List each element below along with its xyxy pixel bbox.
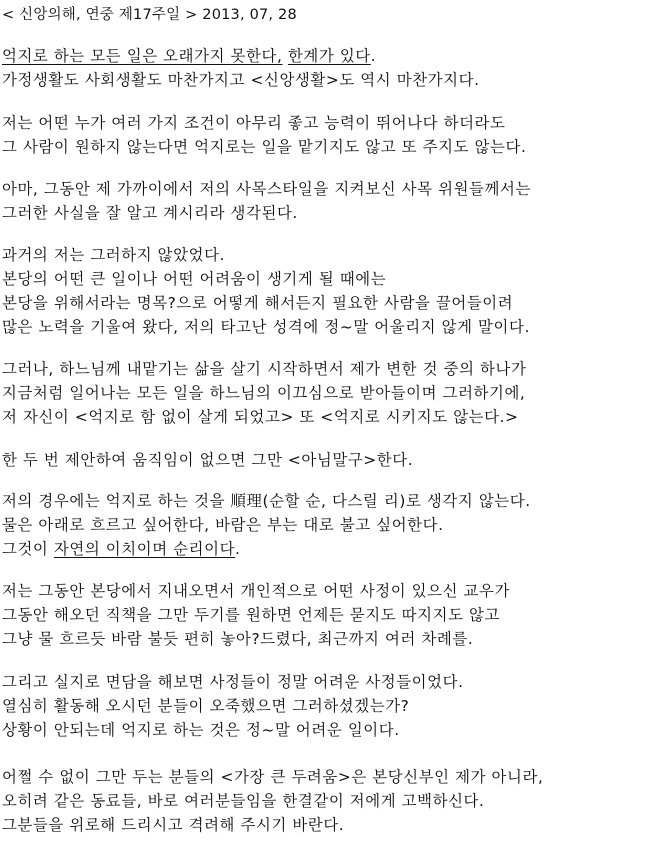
paragraph-2 <box>2 111 526 159</box>
paragraph-line: 저의 경우에는 억지로 하는 것을 順理(순할 순, 다스릴 리)로 생각지 않는다. <box>2 492 531 510</box>
paragraph-line: 가정생활도 사회생활도 마찬가지고 <신앙생활>도 역시 마찬가지다. <box>2 71 480 89</box>
paragraph-line: 그분들을 위로해 드리시고 격려해 주시기 바란다. <box>2 816 345 834</box>
underlined-text: 한계가 있다 <box>287 47 371 65</box>
paragraph-line: 그동안 해오던 직책을 그만 두기를 원하면 언제든 묻지도 따지지도 않고 <box>2 606 500 624</box>
text-segment: 그것이 <box>2 540 54 558</box>
paragraph-4 <box>2 243 530 339</box>
paragraph-line: 지금처럼 일어나는 모든 일을 하느님의 이끄심으로 받아들이며 그러하기에, <box>2 384 526 402</box>
paragraph-line: 많은 노력을 기울여 왔다, 저의 타고난 성격에 정~말 어울리지 않게 말이다. <box>2 318 530 336</box>
paragraph-line: 어쩔 수 없이 그만 두는 분들의 <가장 큰 두려움>은 본당신부인 제가 아니라, <box>2 768 544 786</box>
paragraph-line: 아마, 그동안 제 가까이에서 저의 사목스타일을 지켜보신 사목 위원들께서는 <box>2 180 531 198</box>
paragraph-3 <box>2 177 531 225</box>
paragraph-line: 저는 그동안 본당에서 지내오면서 개인적으로 어떤 사정이 있으신 교우가 <box>2 582 510 600</box>
paragraph-line: 한 두 번 제안하여 움직임이 없으면 그만 <아님말구>한다. <box>2 451 414 469</box>
paragraph-line: 본당의 어떤 큰 일이나 어떤 어려움이 생기게 될 때에는 <box>2 270 387 288</box>
paragraph-5 <box>2 357 526 429</box>
paragraph-line: 저는 어떤 누가 여러 가지 조건이 아무리 좋고 능력이 뛰어나다 하더라도 <box>2 114 506 132</box>
paragraph-6 <box>2 448 413 472</box>
paragraph-7 <box>2 489 531 561</box>
paragraph-line: 그 사람이 원하지 않는다면 억지로는 일을 맡기지도 않고 또 주지도 않는다. <box>2 138 527 156</box>
text-segment: . <box>370 47 377 65</box>
paragraph-line: 과거의 저는 그러하지 않았었다. <box>2 246 226 264</box>
paragraph-line: 상황이 안되는데 억지로 하는 것은 정~말 어려운 일이다. <box>2 721 400 739</box>
paragraph-line: 그러나, 하느님께 내맡기는 삶을 살기 시작하면서 제가 변한 것 중의 하나가 <box>2 360 527 378</box>
paragraph-line: 그리고 실지로 면담을 해보면 사정들이 정말 어려운 사정들이었다. <box>2 673 464 691</box>
paragraph-line: 본당을 위해서라는 명목?으로 어떻게 해서든지 필요한 사람을 끌어들이려 <box>2 294 514 312</box>
paragraph-line: 물은 아래로 흐르고 싶어한다, 바람은 부는 대로 불고 싶어한다. <box>2 516 444 534</box>
text-segment: . <box>235 540 241 558</box>
paragraph-1 <box>2 44 480 92</box>
paragraph-line: 오히려 같은 동료들, 바로 여러분들임을 한결같이 저에게 고백하신다. <box>2 792 485 810</box>
paragraph-line: 저 자신이 <억지로 함 없이 살게 되었고> 또 <억지로 시키지도 않는다.> <box>2 408 519 426</box>
paragraph-line <box>2 44 480 68</box>
paragraph-line: 열심히 활동해 오시던 분들이 오죽했으면 그러하셨겠는가? <box>2 697 410 715</box>
underlined-text: 자연의 이치이며 순리이다 <box>53 540 236 558</box>
paragraph-8 <box>2 579 510 651</box>
paragraph-line <box>2 537 531 561</box>
paragraph-9 <box>2 670 464 742</box>
document-header: < 신앙의해, 연중 제17주일 > 2013, 07, 28 <box>2 7 297 23</box>
paragraph-10 <box>2 765 543 837</box>
paragraph-line: 그러한 사실을 잘 알고 계시리라 생각된다. <box>2 204 298 222</box>
underlined-text: 억지로 하는 모든 일은 오래가지 못한다, <box>2 47 283 65</box>
paragraph-line: 그냥 물 흐르듯 바람 불듯 편히 놓아?드렸다, 최근까지 여러 차례를. <box>2 630 474 648</box>
